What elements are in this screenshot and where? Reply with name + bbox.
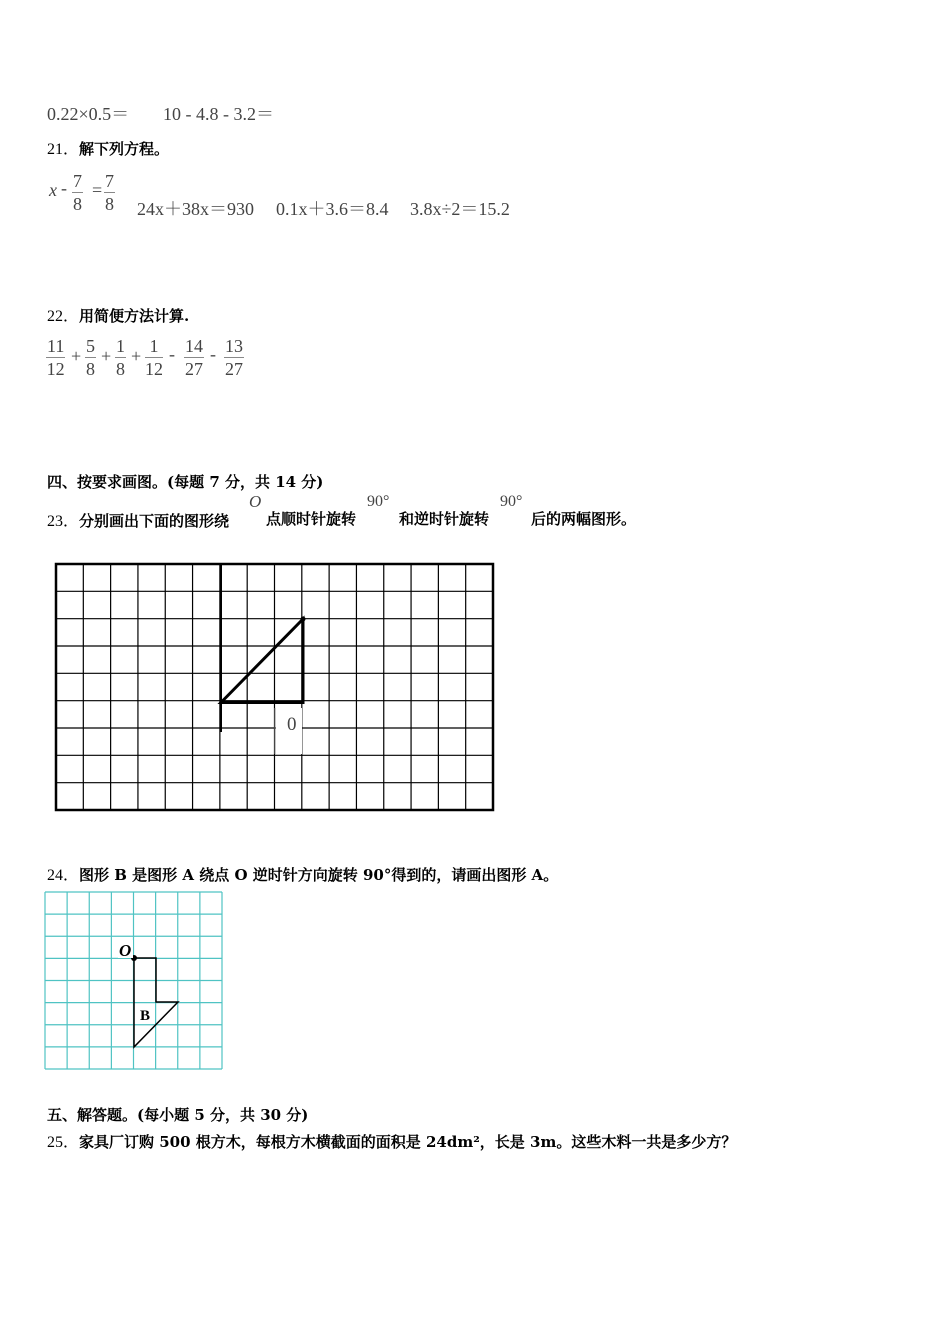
q21-eq3: 0.1x＋3.6＝8.4 [276,199,389,219]
fraction-denominator: 27 [225,359,243,379]
q21-number: 21． [47,141,80,158]
q23-point-o: O [249,492,262,511]
q22-fraction-5 [184,335,204,380]
fraction-denominator: 8 [73,194,82,214]
q23-point-label: 0 [287,714,297,735]
q21-eq1-minus: - [61,178,67,198]
q22-fraction-4 [145,335,163,380]
fraction-numerator: 7 [105,171,114,191]
section-5-title: 五、解答题。(每小题 5 分，共 30 分) [47,1106,309,1124]
q22-operator-3: + [131,346,142,366]
q20-expression-1: 0.22×0.5＝ [47,104,130,124]
q21-eq1-fraction-2 [104,170,115,215]
fraction-numerator: 5 [86,336,95,356]
q22-fraction-6 [224,335,244,380]
q23-triangle-vertex [301,617,306,622]
q21-eq1-equals: = [92,180,103,200]
q24-heading [47,862,558,885]
q22-fraction-2 [85,335,96,380]
q24-grid-figure [40,888,230,1074]
fraction-numerator: 1 [116,336,125,356]
q23-angle-1: 90° [367,493,390,510]
q23-angle-2: 90° [500,493,523,510]
fraction-numerator: 13 [225,336,243,356]
q22-operator-2: + [101,346,112,366]
q23-text-a: 分别画出下面的图形绕 [79,512,230,530]
fraction-denominator: 8 [105,194,114,214]
q24-number: 24． [47,867,80,884]
fraction-denominator: 12 [46,359,65,379]
q22-text: 用简便方法计算. [79,307,190,325]
q24-text: 图形 B 是图形 A 绕点 O 逆时针方向旋转 90°得到的，请画出图形 A。 [79,866,559,884]
q23-text-d: 后的两幅图形。 [531,510,637,528]
q24-point-o-label: O [119,941,132,960]
q23-grid [56,564,493,810]
fraction-denominator: 8 [116,359,125,379]
q22-operator-4: - [169,344,175,364]
fraction-denominator: 27 [185,359,203,379]
fraction-denominator: 12 [145,359,163,379]
q21-eq4: 3.8x÷2＝15.2 [410,199,510,219]
q22-heading [47,303,189,326]
fraction-numerator: 1 [145,335,163,358]
q21-eq2: 24x＋38x＝930 [137,199,254,219]
fraction-numerator: 7 [73,171,82,191]
section-4-title: 四、按要求画图。(每题 7 分，共 14 分) [47,473,324,491]
q23-grid-figure [50,558,500,818]
q22-operator-1: + [71,346,82,366]
q23-text-b: 点顺时针旋转 [266,510,357,528]
q25-text: 家具厂订购 500 根方木，每根方木横截面的面积是 24dm²，长是 3m。这些木料一共是多少方？ [79,1133,737,1151]
q23-text-c: 和逆时针旋转 [399,510,490,528]
q22-number: 22． [47,308,80,325]
q21-eq1-var: x [49,180,57,200]
q24-shape-b-label: B [140,1008,151,1024]
q25-heading [47,1129,736,1152]
fraction-denominator: 8 [86,359,95,379]
q25-number: 25． [47,1134,80,1151]
fraction-numerator: 14 [185,336,203,356]
q23-triangle-shape [221,619,303,703]
q23-heading [47,508,229,531]
q22-fraction-1 [46,335,65,380]
q22-fraction-3 [115,335,126,380]
q22-operator-5: - [210,344,216,364]
q23-number: 23． [47,513,80,530]
q21-text: 解下列方程。 [79,140,170,158]
fraction-numerator: 11 [47,336,65,356]
q20-expression-2: 10 - 4.8 - 3.2＝ [163,104,274,124]
q21-heading [47,136,169,159]
q21-eq1-fraction-1 [72,170,83,215]
